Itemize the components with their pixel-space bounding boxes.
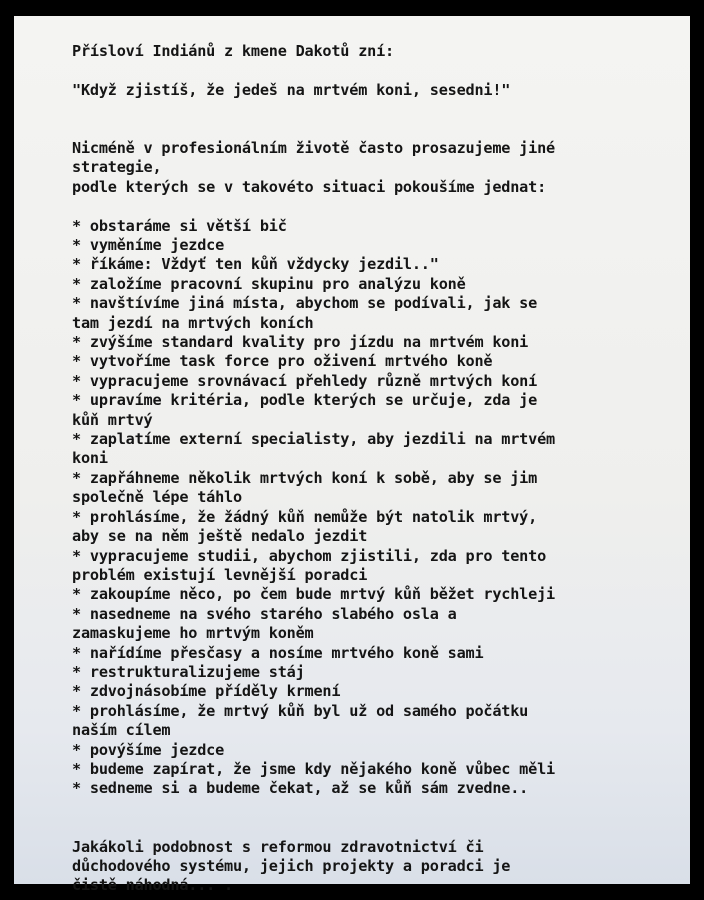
list-item: společně lépe táhlo [72, 488, 242, 507]
list-item: * prohlásíme, že žádný kůň nemůže být natolik mrtvý, [72, 507, 538, 526]
list-item: * vypracujeme srovnávací přehledy různě mrtvých koní [72, 371, 538, 390]
list-item: * nasedneme na svého starého slabého osla a [72, 604, 457, 623]
list-item: * navštívíme jiná místa, abychom se podívali, jak se [72, 294, 538, 313]
intro-line: Nicméně v profesionálním životě často prosazujeme jiné [72, 139, 555, 157]
list-item: * říkáme: Vždyť ten kůň vždycky jezdil.." [72, 255, 439, 274]
closing-line: důchodového systému, jejich projekty a poradci je [72, 857, 511, 875]
list-item: * obstaráme si větší bič [72, 216, 287, 235]
list-item: * sedneme si a budeme čekat, až se kůň sám zvedne.. [72, 779, 529, 798]
list-item: * budeme zapírat, že jsme kdy nějakého koně vůbec měli [72, 759, 555, 778]
list-item: * prohlásíme, že mrtvý kůň byl už od samého počátku [72, 701, 529, 720]
list-item: * zaplatíme externí specialisty, aby jezdili na mrtvém [72, 430, 555, 449]
list-item: aby se na něm ještě nedalo jezdit [72, 527, 368, 546]
list-item: zamaskujeme ho mrtvým koněm [72, 624, 314, 643]
list-item: * vytvoříme task force pro oživení mrtvého koně [72, 352, 493, 371]
closing-paragraph [72, 838, 682, 896]
closing-line: čistě náhodná... . [72, 876, 233, 895]
list-item: problém existují levnější poradci [72, 565, 368, 584]
list-item: tam jezdí na mrtvých koních [72, 313, 314, 332]
list-item: * restrukturalizujeme stáj [72, 662, 305, 681]
heading: Přísloví Indiánů z kmene Dakotů zní: [72, 42, 394, 60]
list-item: koni [72, 449, 108, 468]
list-item: naším cílem [72, 721, 171, 740]
list-item: * zapřáhneme několik mrtvých koní k sobě, aby se jim [72, 468, 538, 487]
paper-sheet [14, 16, 690, 895]
list-item: * založíme pracovní skupinu pro analýzu koně [72, 274, 466, 293]
list-item: * zdvojnásobíme příděly krmení [72, 682, 341, 701]
intro-paragraph [72, 139, 682, 197]
list-item: kůň mrtvý [72, 410, 153, 429]
intro-line: podle kterých se v takovéto situaci pokoušíme jednat: [72, 177, 547, 196]
quote: "Když zjistíš, že jedeš na mrtvém koni, sesedni!" [72, 80, 511, 99]
closing-line: Jakákoli podobnost s reformou zdravotnictví či [72, 837, 484, 856]
document-text [72, 42, 682, 896]
list-item: * zvýšíme standard kvality pro jízdu na mrtvém koni [72, 333, 529, 352]
list-item: * povýšíme jezdce [72, 740, 225, 759]
list-item: * vyměníme jezdce [72, 236, 225, 255]
intro-line: strategie, [72, 158, 162, 177]
list-item: * upravíme kritéria, podle kterých se určuje, zda je [72, 391, 538, 410]
list-item: * zakoupíme něco, po čem bude mrtvý kůň běžet rychleji [72, 585, 555, 604]
list-item: * vypracujeme studii, abychom zjistili, zda pro tento [72, 546, 547, 565]
list-item: * nařídíme přesčasy a nosíme mrtvého koně sami [72, 643, 484, 662]
strategy-list [72, 217, 682, 799]
